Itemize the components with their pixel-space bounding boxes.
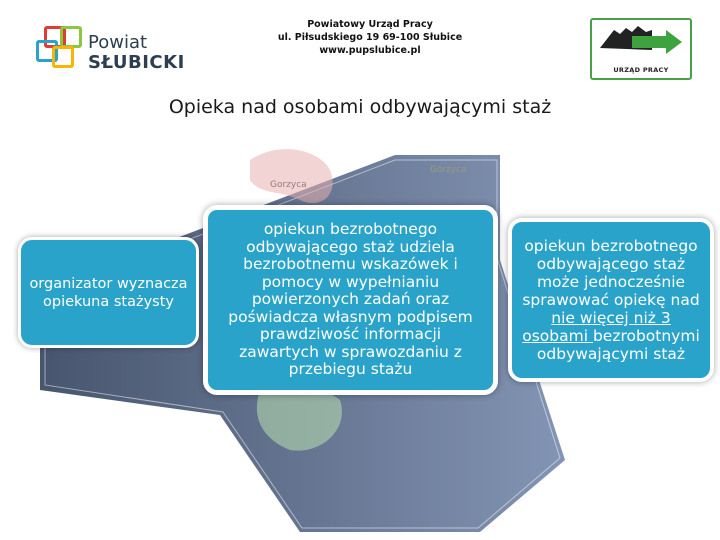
logo-right-label: URZĄD PRACY <box>613 66 669 74</box>
office-name: Powiatowy Urząd Pracy <box>307 19 433 30</box>
office-street: ul. Piłsudskiego 19 69-100 Słubice <box>277 32 463 43</box>
box-mentor-limit-part1: opiekun bezrobotnego odbywającego staż może jednocześnie sprawować opiekę nad <box>522 237 700 309</box>
map-label-gorzyca-2: Górzyca <box>430 165 467 175</box>
box-mentor-limit-underlined: nie więcej niż 3 osobami <box>522 309 671 345</box>
box-mentor-limit-part2: bezrobotnymi odbywającymi staż <box>536 327 700 363</box>
urzad-pracy-arrow-icon <box>592 20 690 64</box>
box-organizer-text: organizator wyznacza opiekuna stażysty <box>29 275 188 310</box>
powiat-slubicki-logo <box>30 18 185 80</box>
box-mentor-duties <box>203 205 498 395</box>
urzad-pracy-logo <box>590 18 692 80</box>
office-website: www.pupslubice.pl <box>319 45 421 56</box>
logo-square-green <box>60 26 82 48</box>
box-mentor-limit-text <box>520 237 702 363</box>
box-organizer <box>18 237 199 348</box>
logo-line-2: SŁUBICKI <box>88 52 185 73</box>
logo-line-1: Powiat <box>88 32 148 53</box>
box-mentor-limit <box>508 218 714 382</box>
box-mentor-duties-text: opiekun bezrobotnego odbywającego staż udziela bezrobotnemu wskazówek i pomocy w wypełnianiu powierzonych zadań oraz poświadcza własnym podpisem prawdziwość informacji zawartych w sprawozdaniu z przebiegu stażu <box>228 220 473 379</box>
page-title: Opieka nad osobami odbywającymi staż <box>168 96 552 118</box>
map-label-gorzyca: Gorzyca <box>270 180 307 190</box>
logo-square-yellow <box>52 46 74 68</box>
office-address <box>250 18 490 57</box>
